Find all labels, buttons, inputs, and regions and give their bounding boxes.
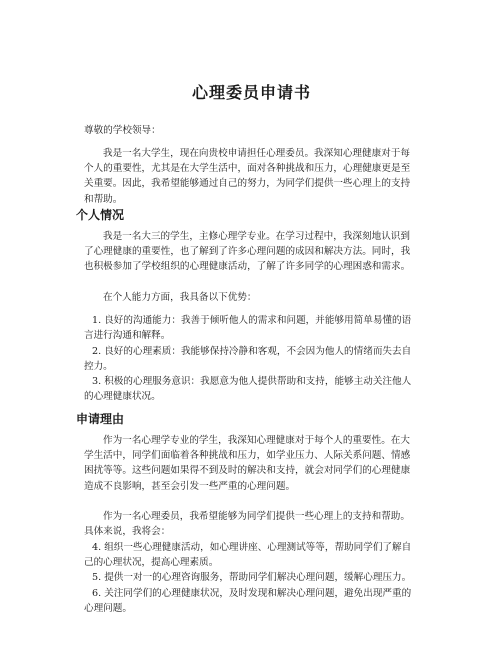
section-heading-personal: 个人情况 (76, 208, 125, 222)
list-item: 3. 积极的心理服务意识：我愿意为他人提供帮助和支持，能够主动关注他人的心理健康状况。 (84, 376, 412, 403)
list-item: 4. 组织一些心理健康活动，如心理讲座、心理测试等等，帮助同学们了解自己的心理状况，提高心理素质。 (84, 542, 412, 569)
plan-intro: 作为一名心理委员，我希望能够为同学们提供一些心理上的支持和帮助。具体来说，我将会： (84, 511, 410, 538)
page-title: 心理委员申请书 (191, 83, 311, 102)
list-item: 1. 良好的沟通能力：我善于倾听他人的需求和问题，并能够用简单易懂的语言进行沟通和解释。 (84, 315, 412, 342)
personal-paragraph: 我是一名大三的学生，主修心理学专业。在学习过程中，我深刻地认识到了心理健康的重要性，也了解到了许多心理问题的成因和解决方法。同时，我也积极参加了学校组织的心理健康活动，了解了许多同学的心理困惑和需求。 (84, 231, 411, 273)
list-item: 2. 良好的心理素质：我能够保持冷静和客观，不会因为他人的情绪而失去自控力。 (84, 346, 412, 373)
list-item: 5. 提供一对一的心理咨询服务，帮助同学们解决心理问题，缓解心理压力。 (92, 572, 412, 583)
section-heading-reasons: 申请理由 (76, 412, 125, 426)
intro-paragraph: 我是一名大学生，现在向贵校申请担任心理委员。我深知心理健康对于每个人的重要性，尤其是在大学生活中，面对各种挑战和压力，心理健康更是至关重要。因此，我希望能够通过自己的努力，为同学们提供一些心理上的支持和帮助。 (84, 148, 411, 205)
abilities-intro: 在个人能力方面，我具备以下优势： (103, 292, 257, 303)
list-item: 6. 关注同学们的心理健康状况，及时发现和解决心理问题，避免出现严重的心理问题。 (84, 588, 412, 615)
reasons-paragraph: 作为一名心理学专业的学生，我深知心理健康对于每个人的重要性。在大学生活中，同学们面临着各种挑战和压力，如学业压力、人际关系问题、情感困扰等等。这些问题如果得不到及时的解决和支持，就会对同学们的心理健康造成不良影响，甚至会引发一些严重的心理问题。 (84, 435, 411, 492)
salutation: 尊敬的学校领导： (84, 125, 161, 136)
